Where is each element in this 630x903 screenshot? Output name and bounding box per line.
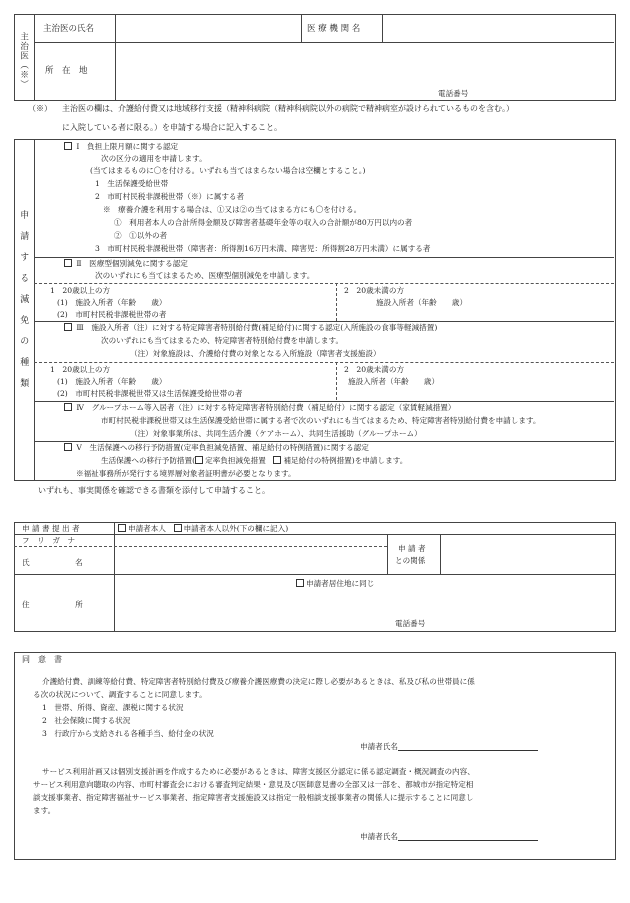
consent-signature-1: 申請者氏名 (360, 742, 538, 751)
reduction-side-label: 申請する減免の種類 (18, 210, 29, 399)
consent-p2-line-4: ます。 (33, 806, 56, 815)
submitter-address-label: 住 所 (22, 600, 83, 609)
submitter-name-label: 氏 名 (22, 558, 83, 567)
s1-line-2: (当てはまるものに〇を付ける。いずれも当てはまらない場合は空欄とすること。) (90, 166, 366, 175)
s2-left-1: 1 20歳以上の方 (50, 286, 111, 295)
attach-note: いずれも、事実関係を確認できる書類を添付して申請すること。 (38, 486, 270, 495)
fixed-rate-reduction-checkbox[interactable] (195, 456, 203, 464)
doctor-address-label: 所 在 地 (45, 66, 88, 76)
same-address-checkbox[interactable] (296, 579, 304, 587)
s5-line-1: 生活保護への移行予防措置( 定率負担減免措置 補足給付の特例措置)を申請します。 (101, 456, 408, 465)
s3-left-1: 1 20歳以上の方 (50, 365, 111, 374)
consent-title: 同 意 書 (22, 655, 62, 664)
s1-line-6: ① 利用者本人の合計所得金額及び障害者基礎年金等の収入の合計額が80万円以内の者 (114, 218, 413, 227)
s2-left-3: (2) 市町村民税非課税世帯の者 (57, 310, 167, 319)
signature-line-2[interactable] (398, 832, 538, 841)
medical-institution-label: 医 療 機 関 名 (307, 24, 361, 34)
s3-right-1: 2 20歳未満の方 (344, 365, 405, 374)
furigana-label: フ リ ガ ナ (22, 536, 76, 545)
s1-line-7: ② ①以外の者 (114, 231, 168, 240)
relation-label-1: 申 請 者 (398, 544, 426, 553)
s4-line-1: 市町村民税非課税世帯又は生活保護受給世帯に属する者で次のいずれにも当てはまるため、特定障害者特別給付費を申請します。 (101, 416, 541, 425)
note-line-2: に入院している者に限る。）を申請する場合に記入すること。 (62, 123, 282, 132)
s1-line-1: 次の区分の適用を申請します。 (101, 154, 207, 163)
section-5-title: Ⅴ 生活保護への移行予防措置(定率負担減免措置、補足給付の特例措置)に関する認定 (64, 443, 369, 452)
consent-item-3: 3 行政庁から支給される各種手当、給付金の状況 (42, 729, 214, 738)
section-1-checkbox[interactable] (64, 142, 72, 150)
consent-p1-line-2: る次の状況について、調査することに同意します。 (33, 690, 207, 699)
section-5-checkbox[interactable] (64, 443, 72, 451)
s2-right-2: 施設入所者（年齢 歳） (376, 298, 468, 307)
s2-left-2: (1) 施設入所者（年齢 歳） (57, 298, 167, 307)
same-address-option: 申請者居住地に同じ (296, 579, 374, 588)
s1-line-4: 2 市町村民税非課税世帯（※）に属する者 (95, 192, 245, 201)
s3-left-3: (2) 市町村民税非課税世帯又は生活保護受給世帯の者 (57, 389, 243, 398)
consent-item-1: 1 世帯、所得、資産、課税に関する状況 (42, 703, 184, 712)
consent-signature-2: 申請者氏名 (360, 832, 538, 841)
s4-line-2: （注）対象事業所は、共同生活介護（ケアホーム）、共同生活援助（グループホーム） (130, 429, 422, 438)
s2-right-1: 2 20歳未満の方 (344, 286, 405, 295)
section-3-checkbox[interactable] (64, 323, 72, 331)
s3-line-2: （注）対象施設は、介護給付費の対象となる入所施設（障害者支援施設） (130, 349, 381, 358)
note-mark: （※） (28, 104, 52, 113)
consent-p1-line-1: 介護給付費、訓練等給付費、特定障害者特別給付費及び療養介護医療費の決定に際し必要があるときは、私及び私の世帯員に係 (42, 677, 475, 686)
doctor-name-label: 主治医の氏名 (43, 24, 95, 34)
s1-line-8: 3 市町村民税非課税世帯（障害者：所得割16万円未満、障害児：所得割28万円未満）に属する者 (95, 244, 431, 253)
s3-line-1: 次のいずれにも当てはまるため、特定障害者特別給付費を申請します。 (101, 336, 344, 345)
submitter-label: 申 請 書 提 出 者 (22, 524, 80, 533)
section-1-title: Ⅰ 負担上限月額に関する認定 (64, 142, 178, 151)
note-line-1: 主治医の欄は、介護給付費又は地域移行支援（精神科病院（精神科病院以外の病院で精神病室が設けられているものを含む。） (62, 104, 514, 113)
supplementary-benefit-checkbox[interactable] (273, 456, 281, 464)
doctor-phone-label: 電話番号 (438, 89, 469, 98)
consent-p2-line-3: 談支援事業者、指定障害福祉サービス事業者、指定障害者支援施設又は指定一般相談支援事業者の関係人に提示することに同意し (33, 793, 474, 802)
section-2-title: Ⅱ 医療型個別減免に関する認定 (64, 259, 188, 268)
consent-p2-line-1: サービス利用計画又は個別支援計画を作成するために必要があるときは、障害支援区分認定に係る認定調査・概況調査の内容、 (42, 767, 475, 776)
s1-line-5: ※ 療養介護を利用する場合は、①又は②の当てはまる方にも〇を付ける。 (103, 205, 362, 214)
s1-line-3: 1 生活保護受給世帯 (95, 179, 169, 188)
submitter-section (14, 522, 616, 632)
submitter-phone-label: 電話番号 (395, 619, 426, 628)
submitter-other-checkbox[interactable] (174, 524, 182, 532)
section-2-checkbox[interactable] (64, 259, 72, 267)
s3-right-2: 施設入所者（年齢 歳） (348, 377, 440, 386)
relation-label-2: との関係 (395, 556, 426, 565)
consent-item-2: 2 社会保険に関する状況 (42, 716, 131, 725)
section-3-title: Ⅲ 施設入所者（注）に対する特定障害者特別給付費(補足給付)に関する認定(入所施設の食事等軽減措置) (64, 323, 437, 332)
s5-line-2: ※福祉事務所が発行する境界層対象者証明書が必要となります。 (76, 469, 296, 478)
section-4-checkbox[interactable] (64, 403, 72, 411)
signature-line-1[interactable] (398, 742, 538, 751)
s2-line-1: 次のいずれにも当てはまるため、医療型個別減免を申請します。 (95, 271, 315, 280)
consent-p2-line-2: サービス利用意向聴取の内容、市町村審査会における審査判定結果・意見及び医師意見書の全部又は一部を、都城市が指定特定相 (33, 780, 474, 789)
submitter-self-checkbox[interactable] (118, 524, 126, 532)
s3-left-2: (1) 施設入所者（年齢 歳） (57, 377, 167, 386)
section-4-title: Ⅳ グループホーム等入居者（注）に対する特定障害者特別給付費（補足給付）に関する認定（家賃軽減措置） (64, 403, 456, 412)
doctor-side-label: 主治医（※） (18, 32, 29, 89)
submitter-options: 申請者本人 申請者本人以外(下の欄に記入) (118, 524, 288, 533)
